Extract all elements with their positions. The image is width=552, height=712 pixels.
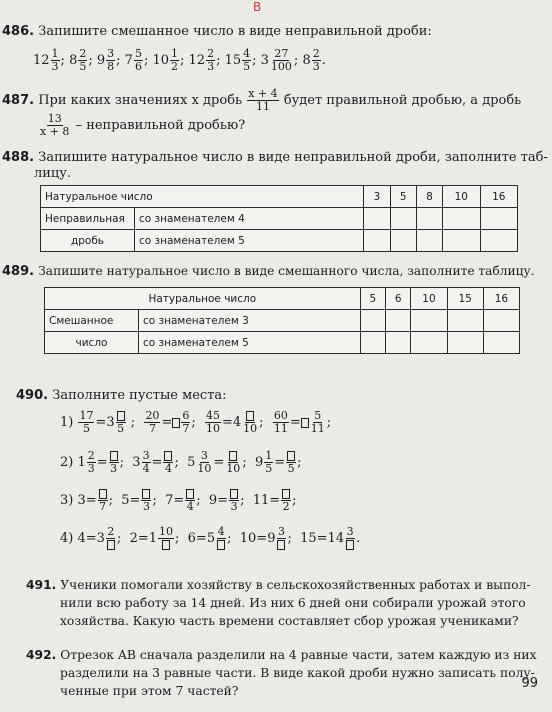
problem-number: 491. (26, 578, 57, 592)
fraction (170, 48, 179, 73)
fraction (345, 526, 355, 551)
empty-cell (480, 208, 518, 230)
fraction (109, 450, 119, 475)
separator: ; (143, 53, 153, 68)
row-sublabel: со знаменателем 4 (135, 208, 364, 230)
col-header: 16 (480, 186, 518, 208)
denominator: 4 (142, 462, 150, 475)
fraction (106, 526, 116, 551)
empty-cell (364, 230, 390, 252)
page-number: 99 (521, 676, 538, 691)
header-letter: В (253, 0, 262, 14)
denominator (276, 539, 286, 551)
problem-492-line1 (26, 648, 537, 662)
blank-box (246, 411, 254, 421)
fraction (281, 488, 291, 513)
fraction (270, 48, 293, 73)
fraction (134, 48, 143, 73)
table-head: Натуральное число (41, 186, 364, 208)
empty-cell (411, 310, 447, 332)
row-label: дробь (41, 230, 135, 252)
denominator: 5 (79, 60, 87, 73)
denominator: 6 (134, 60, 142, 73)
blank-box (277, 540, 285, 550)
blank-box (117, 411, 125, 421)
problem-text: будет правильной дробью, а дробь (283, 93, 522, 108)
denominator: 10 (243, 422, 258, 435)
denominator: x + 8 (40, 125, 70, 138)
table-489 (44, 287, 520, 354)
denominator: 2 (282, 500, 290, 513)
problem-text: Запишите смешанное число в виде неправильной дроби: (38, 24, 432, 39)
problem-486-heading (2, 24, 432, 39)
denominator: 7 (148, 422, 156, 435)
blank-box (346, 540, 354, 550)
denominator (216, 539, 226, 551)
row-sublabel: со знаменателем 3 (139, 310, 361, 332)
empty-cell (483, 310, 519, 332)
denominator: 7 (99, 500, 107, 513)
denominator (161, 539, 171, 551)
numerator: 45 (206, 409, 220, 422)
numerator: 3 (142, 449, 150, 462)
blank-box (107, 540, 115, 550)
numerator: 1 (51, 47, 59, 60)
fraction (273, 410, 289, 435)
empty-cell (390, 230, 416, 252)
denominator: 4 (186, 500, 194, 513)
numerator: 27 (274, 47, 289, 60)
fraction (247, 88, 278, 113)
fraction (276, 526, 286, 551)
separator: ; (216, 53, 225, 68)
separator: ; (180, 53, 189, 68)
problem-491-line1 (26, 578, 531, 592)
mixed-number (96, 47, 116, 73)
denominator: 5 (82, 422, 90, 435)
blank-box (142, 489, 150, 499)
row-sublabel: со знаменателем 5 (135, 230, 364, 252)
problem-text: – неправильной дробью? (75, 118, 246, 133)
empty-cell (386, 332, 411, 354)
empty-cell (416, 230, 442, 252)
row-label: число (45, 332, 139, 354)
empty-cell (360, 332, 385, 354)
mixed-number (224, 47, 253, 73)
row-sublabel: со знаменателем 5 (139, 332, 361, 354)
problem-490-line4: 4) 4=3 2 ; 2=1 10 ; 6=5 4 ; 10=9 3 ; 15=14 3 . (60, 526, 360, 551)
problem-490-line3: 3) 3= 7 ; 5= 3 ; 7= 4 ; 9= 3 ; 11= 2 ; (60, 488, 297, 513)
denominator: 3 (87, 462, 95, 475)
numerator: 20 (145, 409, 160, 422)
fraction (264, 450, 273, 475)
denominator: 3 (207, 60, 215, 73)
fraction (205, 410, 221, 435)
problem-488-heading (2, 150, 548, 165)
numerator: 3 (277, 525, 285, 538)
item-label: 1) (60, 415, 74, 430)
blank-box (164, 451, 172, 461)
mixed-number (152, 47, 180, 73)
problem-489-heading (2, 264, 535, 279)
fraction (312, 48, 321, 73)
fraction (310, 410, 326, 435)
col-header: 16 (483, 288, 519, 310)
problem-487-line2 (38, 113, 245, 138)
denominator (106, 539, 116, 551)
problem-number: 488. (2, 150, 35, 165)
mixed-number (124, 47, 144, 73)
numerator: 2 (87, 449, 95, 462)
whole-part: 8 (69, 53, 78, 68)
separator: ; (60, 53, 70, 68)
problem-number: 486. (2, 24, 35, 39)
empty-cell (416, 208, 442, 230)
fraction (106, 48, 115, 73)
whole-part: 10 (152, 53, 169, 68)
table-head: Натуральное число (45, 288, 361, 310)
blank-box (110, 451, 118, 461)
problem-491-line3: хозяйства. Какую часть времени составляет сбор урожая учениками? (60, 614, 519, 628)
col-header: 5 (390, 186, 416, 208)
item-label: 4) (60, 531, 74, 546)
fraction (98, 488, 108, 513)
col-header: 3 (364, 186, 390, 208)
whole-part: 3 (260, 53, 269, 68)
table-488 (40, 185, 518, 252)
problem-number: 490. (16, 388, 49, 403)
problem-number: 487. (2, 93, 35, 108)
blank-box (162, 540, 170, 550)
numerator: 2 (312, 47, 320, 60)
fraction (196, 450, 212, 475)
blank-box (217, 540, 225, 550)
separator: ; (293, 53, 303, 68)
fraction (181, 410, 190, 435)
denominator: 5 (287, 462, 295, 475)
mixed-number (69, 47, 88, 73)
numerator: 5 (134, 47, 142, 60)
col-header: 10 (443, 186, 480, 208)
col-header: 10 (411, 288, 447, 310)
blank-box (172, 418, 180, 428)
numerator: x + 4 (248, 87, 278, 100)
problem-487-line1 (2, 88, 521, 113)
problem-number: 489. (2, 264, 35, 279)
denominator: 3 (110, 462, 118, 475)
denominator: 3 (51, 60, 59, 73)
denominator: 4 (164, 462, 172, 475)
empty-cell (447, 310, 483, 332)
fraction (206, 48, 215, 73)
denominator: 2 (171, 60, 178, 73)
mixed-number (260, 47, 294, 73)
problem-text: Запишите натуральное число в виде смешанного числа, заполните таблицу. (38, 264, 535, 278)
fraction (39, 113, 70, 138)
fraction (141, 488, 151, 513)
empty-cell (360, 310, 385, 332)
fraction (185, 488, 195, 513)
denominator: 3 (230, 500, 238, 513)
fraction (116, 410, 126, 435)
denominator: 11 (273, 422, 288, 435)
empty-cell (447, 332, 483, 354)
numerator: 1 (265, 449, 273, 462)
numerator: 10 (159, 525, 174, 538)
col-header: 8 (416, 186, 442, 208)
denominator: 7 (182, 422, 190, 435)
separator: . (321, 53, 326, 68)
fraction (144, 410, 160, 435)
col-header: 5 (360, 288, 385, 310)
blank-box (230, 489, 238, 499)
mixed-number (33, 47, 61, 73)
empty-cell (443, 230, 480, 252)
empty-cell (364, 208, 390, 230)
empty-cell (480, 230, 518, 252)
numerator: 17 (79, 409, 94, 422)
col-header: 6 (386, 288, 411, 310)
empty-cell (483, 332, 519, 354)
item-label: 2) (60, 455, 74, 470)
blank-box (287, 451, 295, 461)
numerator: 4 (243, 47, 251, 60)
numerator: 13 (47, 112, 62, 125)
denominator: 11 (255, 100, 270, 113)
blank-box (99, 489, 107, 499)
denominator: 10 (226, 462, 241, 475)
fraction (242, 48, 251, 73)
mixed-number (188, 47, 217, 73)
mixed-number (302, 47, 321, 73)
problem-491-line2: нили всю работу за 14 дней. Из них 6 дней они собирали урожай этого (60, 596, 526, 610)
problem-text: Заполните пустые места: (52, 388, 227, 403)
denominator: 3 (142, 500, 150, 513)
row-label: Смешанное (45, 310, 139, 332)
row-label: Неправильная (41, 208, 135, 230)
numerator: 5 (314, 409, 322, 422)
numerator: 2 (79, 47, 87, 60)
separator: ; (88, 53, 97, 68)
problem-492-line2: разделили на 3 равные части. В виде какой дроби нужно записать полу- (60, 666, 535, 680)
separator: ; (252, 53, 261, 68)
numerator: 3 (107, 47, 115, 60)
problem-text: Отрезок AB сначала разделили на 4 равные части, затем каждую из них (60, 648, 537, 662)
fraction (51, 48, 60, 73)
fraction (78, 410, 94, 435)
problem-490-heading (16, 388, 227, 403)
item-label: 3) (60, 493, 74, 508)
numerator: 1 (171, 47, 178, 60)
fraction (229, 488, 239, 513)
denominator: 8 (107, 60, 115, 73)
denominator: 11 (310, 422, 325, 435)
denominator: 10 (197, 462, 212, 475)
empty-cell (411, 332, 447, 354)
problem-text: При каких значениях x дробь (38, 93, 243, 108)
fraction (158, 526, 174, 551)
denominator: 5 (265, 462, 273, 475)
problem-number: 492. (26, 648, 57, 662)
denominator (345, 539, 355, 551)
fraction (242, 410, 258, 435)
whole-part: 9 (96, 53, 106, 68)
fraction (225, 450, 241, 475)
numerator: 3 (346, 525, 354, 538)
fraction (142, 450, 151, 475)
numerator: 2 (107, 525, 115, 538)
blank-box (301, 418, 309, 428)
blank-box (282, 489, 290, 499)
denominator: 10 (206, 422, 220, 435)
blank-box (229, 451, 237, 461)
numerator: 6 (182, 409, 190, 422)
denominator: 5 (243, 60, 251, 73)
whole-part: 12 (33, 53, 50, 68)
problem-490-line1: 1) $\frac{17}{5}$ =3 5 ; $\frac{20}{7}$ = $\frac{6}{7}$ ; $\frac{45}{10}$ =4 10 ; $\frac{60}{11}$ = $\frac{5}{11}$ ; (60, 409, 332, 435)
problem-490-line2: 2) 1 $\frac{2}{3}$ = 3 ; 3 $\frac{3}{4}$ = 4 ; 5 $\frac{3}{10}$ = 10 ; 9 $\frac{1}{5}$ = 5 ; (60, 449, 302, 475)
numerator: 3 (200, 449, 208, 462)
denominator: 3 (312, 60, 320, 73)
numerator: 4 (217, 525, 225, 538)
fraction (286, 450, 296, 475)
problem-text: Запишите натуральное число в виде неправильной дроби, заполните таб- (38, 150, 548, 165)
denominator: 5 (117, 422, 125, 435)
problem-492-line3: ченные при этом 7 частей? (60, 684, 239, 698)
fraction (216, 526, 226, 551)
problem-486-items (33, 48, 326, 73)
numerator: 2 (207, 47, 215, 60)
whole-part: 12 (188, 53, 206, 68)
col-header: 15 (447, 288, 483, 310)
whole-part: 7 (124, 53, 133, 68)
problem-text: Ученики помогали хозяйству в сельскохозяйственных работах и выпол- (60, 578, 531, 592)
blank-box (186, 489, 194, 499)
empty-cell (390, 208, 416, 230)
fraction (78, 48, 87, 73)
numerator: 60 (273, 409, 288, 422)
fraction (163, 450, 173, 475)
fraction (87, 450, 96, 475)
empty-cell (386, 310, 411, 332)
whole-part: 15 (224, 53, 242, 68)
whole-part: 8 (302, 53, 311, 68)
empty-cell (443, 208, 480, 230)
problem-488-line2: лицу. (34, 166, 72, 181)
denominator: 100 (270, 60, 292, 73)
separator: ; (116, 53, 125, 68)
